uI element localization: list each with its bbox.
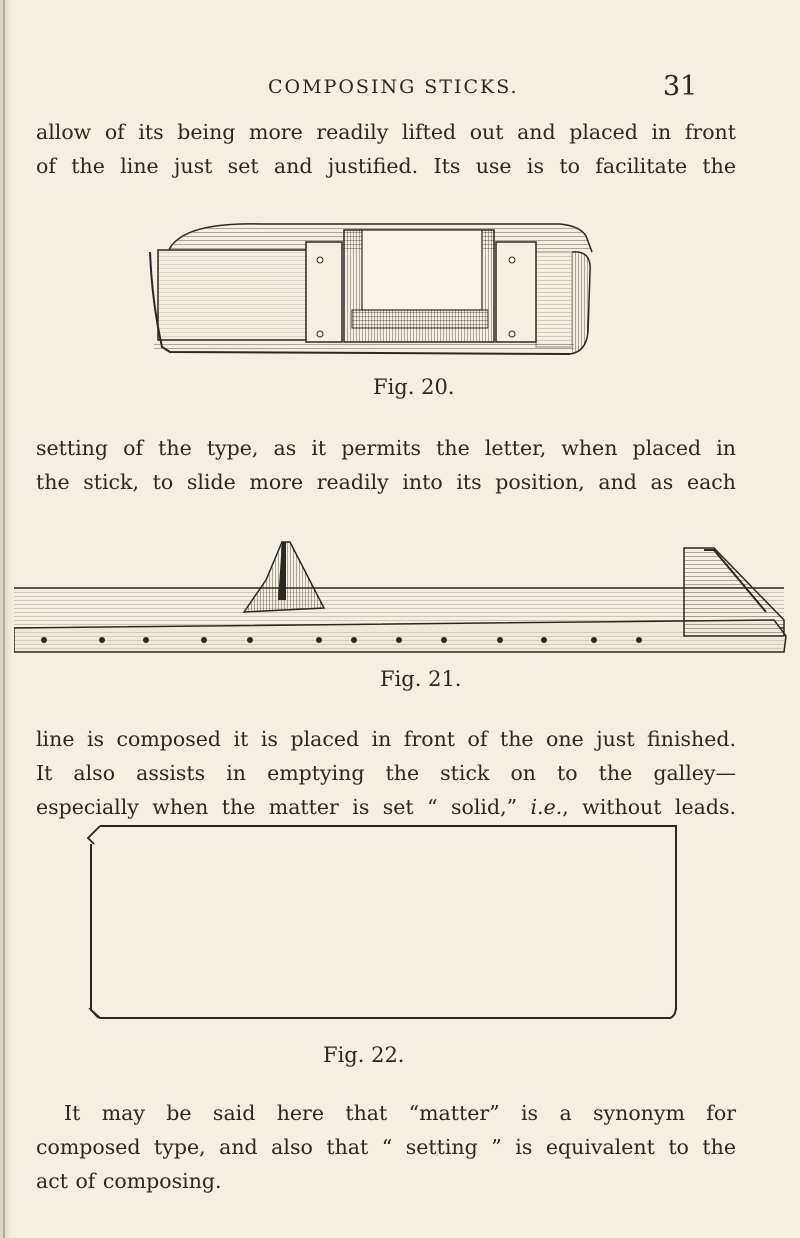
text-line [36,790,736,824]
text-line: composed type, and also that “ setting ” is equivalent to the [36,1135,736,1159]
paragraph-4 [36,1096,736,1198]
galley-outline-drawing [86,820,686,1030]
page-number: 31 [663,71,698,102]
figure-22-caption: Fig. 22. [323,1043,405,1067]
figure-21-composing-stick-side-illustration [14,540,800,660]
paragraph-1 [36,115,736,183]
text-line: line is composed it is placed in front of the one just finished. [36,727,736,751]
running-head: COMPOSING STICKS. [268,76,519,98]
paragraph-2 [36,431,736,499]
page-edge-line [3,0,5,1238]
text-line: the stick, to slide more readily into its position, and as each [36,470,736,494]
text-segment: , without leads. [562,795,736,819]
text-line: allow of its being more readily lifted out and placed in front [36,120,736,144]
text-line: It may be said here that “matter” is a synonym for [64,1101,736,1125]
text-line: setting of the type, as it permits the letter, when placed in [36,436,736,460]
text-line: act of composing. [36,1169,222,1193]
paragraph-3 [36,722,736,824]
composing-stick-side-view-drawing [14,540,800,660]
figure-20-composing-stick-illustration [140,212,600,362]
text-line: of the line just set and justified. Its use is to facilitate the [36,154,736,178]
italic-abbreviation: i.e. [530,795,563,819]
figure-22-galley-outline [86,820,686,1030]
composing-stick-top-view-drawing [140,212,600,362]
figure-20-caption: Fig. 20. [373,375,455,399]
page-header [0,68,800,108]
text-line: It also assists in emptying the stick on to the galley— [36,761,736,785]
figure-21-caption: Fig. 21. [380,667,462,691]
text-segment: especially when the matter is set “ solid,” [36,795,518,819]
